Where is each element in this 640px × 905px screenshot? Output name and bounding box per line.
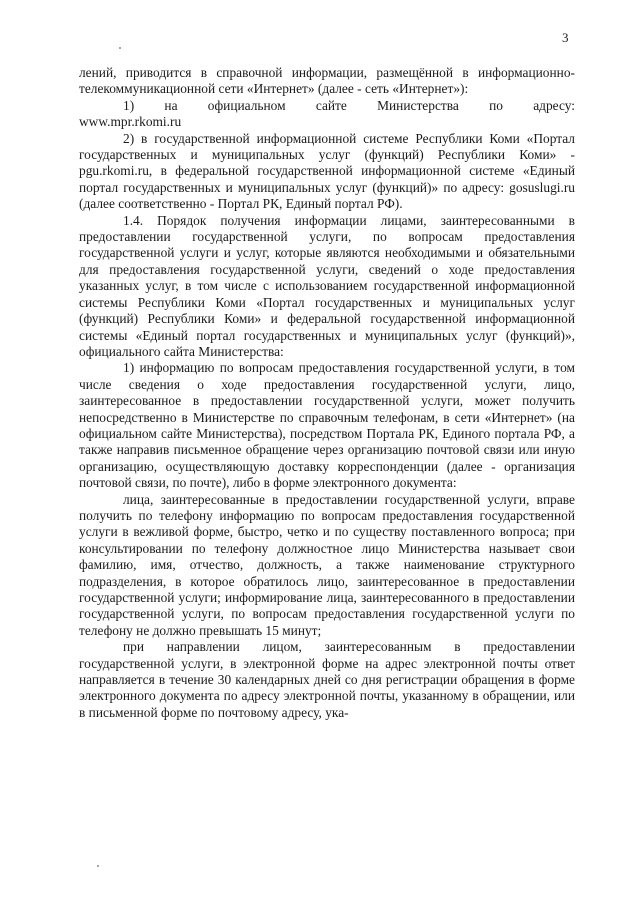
page-number: 3 — [562, 30, 569, 45]
word: 1) — [123, 97, 135, 113]
paragraph-1-4: 1.4. Порядок получения информации лицами, заинтересованными в предоставлении государственной услуги, по вопросам предоставления государственной услуги и услуг, которые являются необходимыми и обязательными для предоставления государственной услуги, сведений о ходе предоставления указанных услуг, в том числе с использованием государственной информационной системы Республики Коми «Портал государственных и муниципальных услуг (функций) Республики Коми» и федеральной государственной информационной системы «Единый портал государственных и муниципальных услуг (функций)», официального сайта Министерства: — [79, 212, 575, 359]
scan-speck — [97, 865, 99, 867]
scan-speck — [119, 47, 121, 49]
word: адресу: — [533, 97, 575, 113]
ministry-url: www.mpr.rkomi.ru — [79, 114, 182, 130]
word: официальном — [207, 97, 286, 113]
word: по — [489, 97, 503, 113]
paragraph-phone-consult: лица, заинтересованные в предоставлении государственной услуги, вправе получить по телефону информацию по вопросам предоставления государственной услуги в вежливой форме, быстро, четко и по существу поставленного вопроса; при консультировании по телефону должностное лицо Министерства называет свои фамилию, имя, отчество, должность, а также наименование структурного подразделения, в которое обратилось лицо, заинтересованное в предоставлении государственной услуги; информирование лица, заинтересованного в предоставлении государственной услуги, по вопросам предоставления государственной услуги по телефону не должно превышать 15 минут; — [79, 491, 575, 638]
word: на — [164, 97, 178, 113]
paragraph-info-item-1: 1) информацию по вопросам предоставления государственной услуги, в том числе сведения о ходе предоставления государственной услуги, лицо, заинтересованное в предоставлении государственной услуги, может получить непосредственно в Министерстве по справочным телефонам, в сети «Интернет» (на официальном сайте Министерства), посредством Портала РК, Единого портала РФ, а также направив письменное обращение через организацию почтовой связи или иную организацию, осуществляющую доставку корреспонденции (далее - организация почтовой связи, по почте), либо в форме электронного документа: — [79, 360, 575, 491]
paragraph-portal: 2) в государственной информационной системе Республики Коми «Портал государственных и муниципальных услуг (функций) Республики Коми» - pgu.rkomi.ru, в федеральной государственной информационной системе «Единый портал государственных и муниципальных услуг (функций)» по адресу: gosuslugi.ru (далее соответственно - Портал РК, Единый портал РФ). — [79, 130, 575, 212]
paragraph-continuation: лений, приводится в справочной информации, размещённой в информационно-телекоммуникационной сети «Интернет» (далее - сеть «Интернет»): — [79, 65, 575, 97]
document-body — [79, 65, 575, 721]
paragraph-email-response: при направлении лицом, заинтересованным в предоставлении государственной услуги, в электронной форме на адрес электронной почты ответ направляется в течение 30 календарных дней со дня регистрации обращения в форме электронного документа по адресу электронной почты, указанному в обращении, или в письменной форме по почтовому адресу, ука- — [79, 639, 575, 720]
paragraph-ministry-site — [79, 98, 575, 114]
word: Министерства — [377, 97, 459, 113]
word: сайте — [315, 97, 347, 113]
